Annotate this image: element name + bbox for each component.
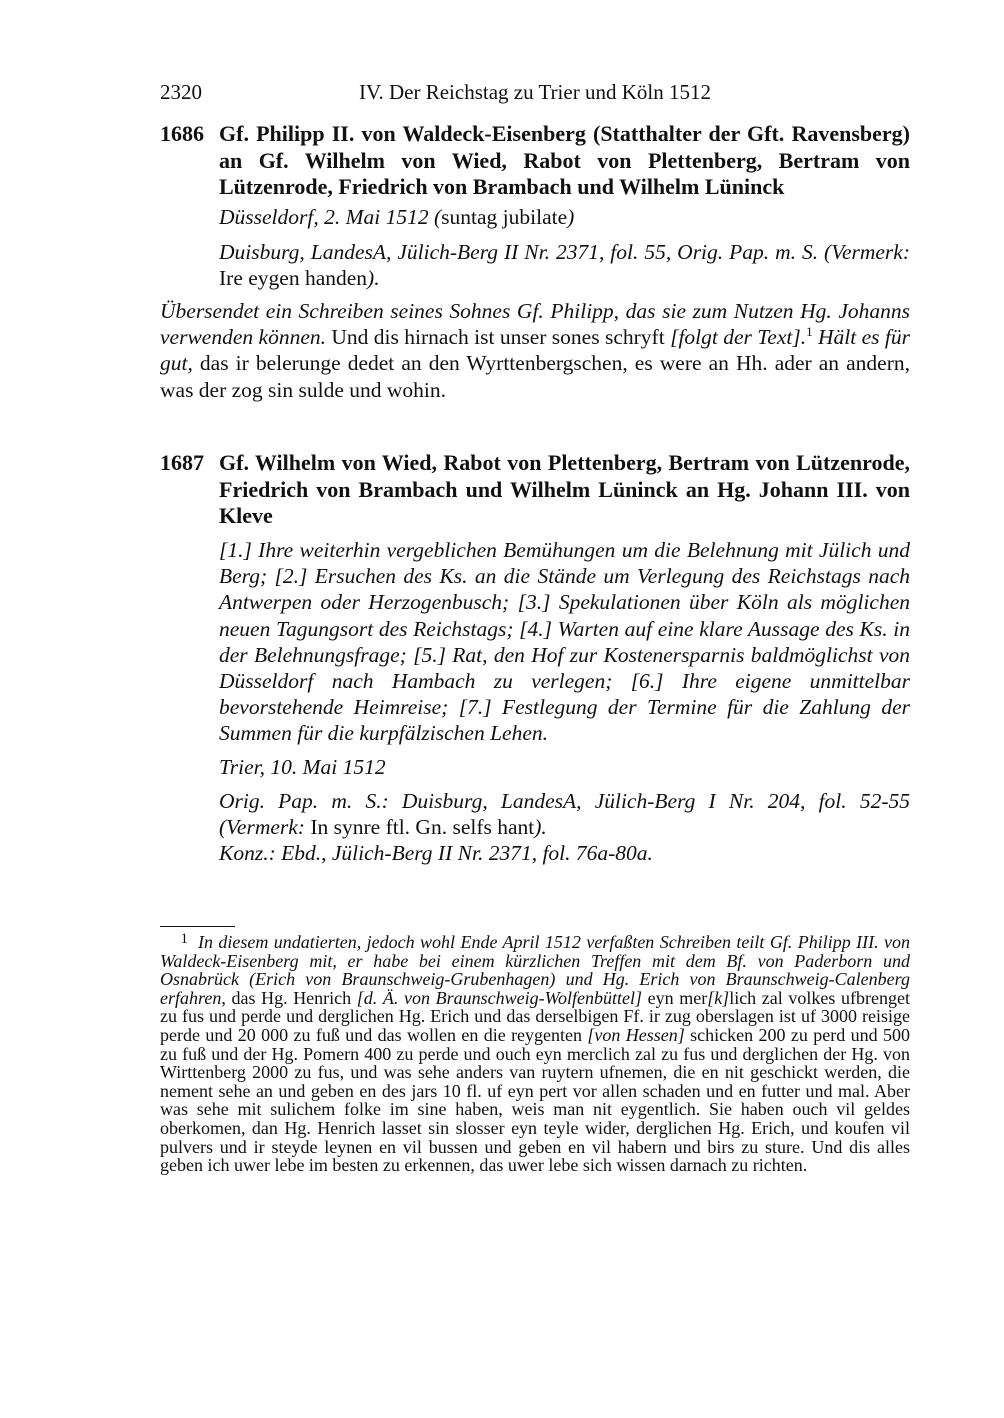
italic-text: [d. Ä. von Braunschweig-Wolfenbüttel]	[356, 987, 642, 1008]
italic-text: In diesem undatierten, jedoch wohl Ende April 1512 verfaßten Schreiben teilt Gf. Philipp III. von Waldeck-Eisenberg mit, er habe bei einem kürzlichen Treffen mit dem Bf. von Paderborn und Osnabrück (Erich von Braunschweig-Grubenhagen) und Hg. Erich von Braunschweig-Calenberg erfahren	[160, 932, 910, 1008]
italic-text: [k]	[707, 987, 730, 1008]
italic-text: [von Hessen]	[587, 1024, 685, 1045]
entry-date	[219, 204, 910, 230]
italic-text: ).	[534, 815, 547, 840]
entry-summary: [1.] Ihre weiterhin vergeblichen Bemühungen um die Belehnung mit Jülich und Berg; [2.] Ersuchen des Ks. an die Stände um Verlegung des Reichstags nach Antwerpen oder Herzogenbusch; [3.] Spekulationen über Köln als möglichen neuen Tagungsort des Reichstags; [4.] Warten auf eine klare Aussage des Ks. in der Belehnungsfrage; [5.] Rat, den Hof zur Kostenersparnis baldmöglichst von Düsseldorf nach Hambach zu verlegen; [6.] Ihre eigene unmittelbar bevorstehende Heimreise; [7.] Festlegung der Termine für die Zahlung der Summen für die kurpfälzischen Lehen.	[219, 538, 910, 746]
italic-text: Orig. Pap. m. S.: Duisburg, LandesA, Jülich-Berg I Nr. 204, fol. 52-55 (Vermerk:	[219, 789, 910, 840]
italic-text: Hält es für gut,	[160, 325, 910, 376]
entry-source	[219, 788, 910, 840]
entry-number: 1686	[160, 121, 204, 146]
roman-text: eyn mer	[641, 987, 708, 1008]
italic-text: Trier, 10. Mai 1512	[219, 755, 386, 779]
roman-text: suntag jubilate	[441, 205, 568, 229]
footnote-text	[160, 932, 910, 1175]
footnote	[160, 933, 910, 1175]
italic-text: Konz.: Ebd., Jülich-Berg II Nr. 2371, fol. 76a-80a.	[219, 841, 653, 865]
italic-text: Übersendet ein Schreiben seines Sohnes Gf. Philipp, das sie zum Nutzen Hg. Johanns verwenden können.	[160, 299, 910, 350]
italic-text: ).	[367, 266, 380, 291]
footnote-number: 1	[180, 931, 188, 947]
roman-text: , das Hg. Henrich	[221, 987, 357, 1008]
entry-source	[219, 239, 910, 291]
italic-text: Düsseldorf, 2. Mai 1512 (	[219, 205, 442, 229]
entry-source	[219, 840, 910, 866]
roman-text: das ir belerunge dedet an den Wyrttenbergschen, es were an Hh. ader an andern, was der zog sin sulde und wohin.	[160, 351, 910, 402]
roman-text: lich zal volkes ufbrenget zu fus und perde und derglichen Hg. Erich und das derselbigen Ff. ir zug oberslagen ist uf 3000 reisige perde und 20 000 zu fuß und das wollen en die reygenten	[160, 987, 910, 1045]
page-number: 2320	[160, 80, 202, 104]
page-header	[160, 80, 910, 106]
entry-heading: Gf. Philipp II. von Waldeck-Eisenberg (Statthalter der Gft. Ravensberg) an Gf. Wilhelm von Wied, Rabot von Plettenberg, Bertram von Lützenrode, Friedrich von Brambach und Wilhelm Lüninck	[219, 121, 910, 199]
footnote-marker[interactable]: 1	[806, 324, 813, 340]
italic-text: [folgt der Text].	[670, 325, 807, 350]
entry-heading: Gf. Wilhelm von Wied, Rabot von Plettenberg, Bertram von Lützenrode, Friedrich von Brambach und Wilhelm Lüninck an Hg. Johann III. von Kleve	[219, 450, 910, 528]
entry-text	[160, 298, 910, 403]
roman-text: Ire eygen handen	[219, 266, 368, 291]
italic-text: Duisburg, LandesA, Jülich-Berg II Nr. 2371, fol. 55, Orig. Pap. m. S. (Vermerk:	[219, 240, 910, 264]
footnote-rule	[160, 926, 235, 927]
italic-text: )	[567, 205, 575, 229]
roman-text: schicken 200 zu perd und 500 zu fuß und der Hg. Pomern 400 zu perde und ouch eyn merclich zal zu fus und derglichen der Hg. von Wirttenberg 2000 zu fus, und was sehe anders van ruytern ufnemen, die en nit geschickt werden, die nement sehe an und geben en des jars 10 fl. uf eyn pert vor allen schaden und en futter und mal. Aber was sehe mit sulichem folke im sine haben, weis man nit eygentlich. Sie haben ouch vil geldes oberkomen, dan Hg. Henrich lasset sin slosser eyn teyle wider, derglichen Hg. Erich, und koufen vil pulvers und ir steyde leynen en vil bussen und geben en vil habern und birs zu sture. Und dis alles geben ich uwer lebe im besten zu erkennen, das uwer lebe sich wissen darnach zu richten.	[160, 1024, 910, 1176]
running-title: IV. Der Reichstag zu Trier und Köln 1512	[359, 80, 711, 104]
entry-date	[219, 754, 910, 780]
entry-number: 1687	[160, 450, 204, 475]
roman-text: In synre ftl. Gn. selfs hant	[310, 815, 535, 840]
roman-text: Und dis hirnach ist unser sones schryft	[325, 325, 671, 350]
